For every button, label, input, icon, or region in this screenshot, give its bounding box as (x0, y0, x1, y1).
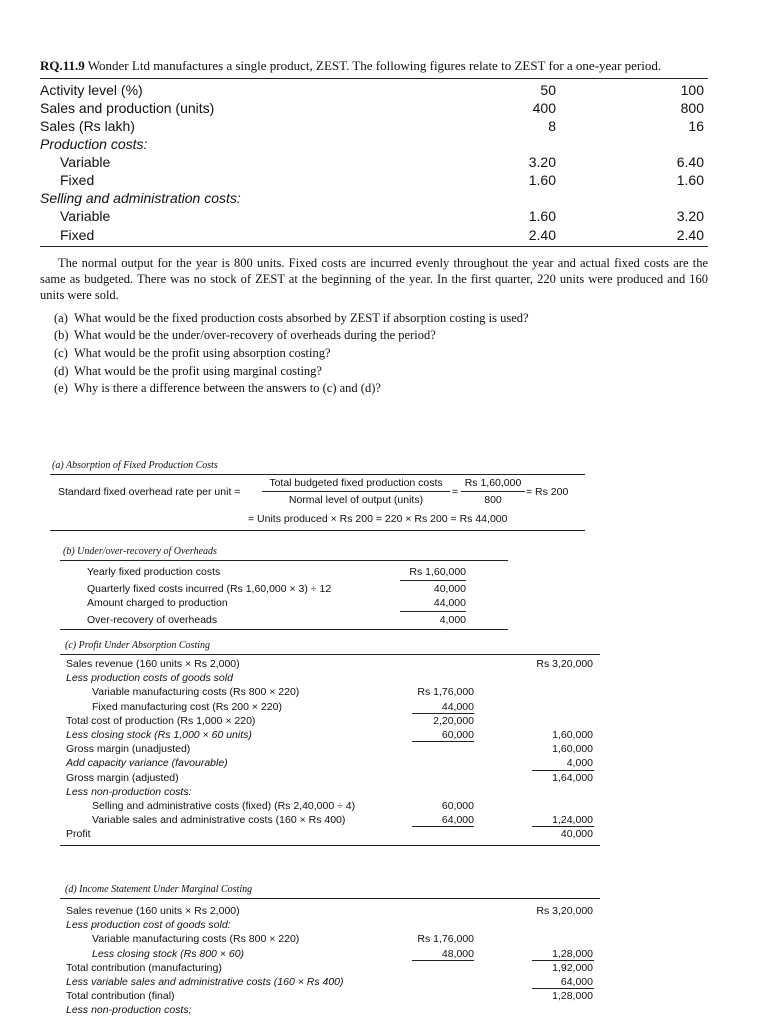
statement-row-label: Less closing stock (Rs 1,000 × 60 units) (66, 729, 252, 741)
table-top-rule (40, 78, 708, 79)
table-row (40, 207, 706, 225)
table-row (40, 117, 706, 135)
table-row (40, 189, 706, 207)
row-label: Fixed (60, 227, 95, 243)
statement-row-total: Rs 3,20,000 (536, 905, 593, 917)
statement-row-label: Less non-production costs: (66, 785, 192, 798)
statement-row-subtotal: 60,000 (441, 729, 474, 741)
problem-paragraph: The normal output for the year is 800 units. Fixed costs are incurred evenly throughout the year and actual fixed costs are the same as budgeted. There was no stock of ZEST at the beginning of the year. In the first quarter, 220 units were produced and 160 units were sold. (40, 256, 708, 302)
b-sub-rule (400, 611, 466, 612)
b-row-label: Quarterly fixed costs incurred (Rs 1,60,000 × 3) ÷ 12 (87, 583, 332, 595)
row-value-50: 8 (548, 118, 556, 134)
section-a-bottom-rule (50, 530, 585, 531)
question-item (54, 363, 322, 379)
b-row-label: Yearly fixed production costs (87, 566, 221, 578)
fraction-numerator: Total budgeted fixed production costs (269, 477, 443, 489)
statement-row-total: 1,60,000 (552, 729, 593, 741)
statement-row-subtotal: 2,20,000 (433, 714, 474, 727)
row-value-50: 1.60 (528, 208, 556, 224)
statement-row-label: Fixed manufacturing cost (Rs 200 × 220) (92, 700, 282, 713)
statement-row-label: Less variable sales and administrative costs (160 × Rs 400) (66, 976, 344, 988)
section-c-bottom-rule (60, 845, 600, 846)
b-sub-rule (400, 580, 466, 581)
subtotal-rule (412, 826, 474, 827)
problem-title (40, 58, 661, 74)
question-item (54, 345, 331, 361)
statement-row-label: Less production costs of goods sold (66, 672, 233, 685)
table-row (40, 99, 706, 117)
statement-row-label: Add capacity variance (favourable) (66, 757, 228, 770)
statement-row-label: Profit (66, 828, 91, 841)
statement-row-label: Less closing stock (Rs 800 × 60) (92, 947, 245, 960)
subtotal-rule (412, 713, 474, 714)
row-value-100: 2.40 (676, 227, 704, 243)
table-row (40, 81, 706, 99)
fraction-value-denominator: 800 (484, 494, 502, 506)
row-label: Activity level (%) (40, 82, 143, 98)
section-a-heading: (a) Absorption of Fixed Production Costs (52, 460, 218, 471)
statement-row-label: Variable sales and administrative costs (160 × Rs 400) (92, 814, 346, 827)
question-text: What would be the profit using absorption costing? (74, 346, 331, 360)
section-c-heading: (c) Profit Under Absorption Costing (65, 640, 210, 651)
statement-row-label: Total contribution (manufacturing) (66, 961, 222, 974)
rate-label: Standard fixed overhead rate per unit = (58, 486, 241, 498)
problem-statement: Wonder Ltd manufactures a single product, ZEST. The following figures relate to ZEST for a one-year period. (84, 58, 662, 73)
statement-row-label: Less production cost of goods sold: (66, 919, 231, 932)
b-row-label: Amount charged to production (87, 597, 228, 609)
rate-result: = Rs 200 (526, 486, 569, 498)
row-value-50: 400 (532, 100, 556, 116)
equals-sign: = (452, 486, 459, 498)
statement-row-label: Sales revenue (160 units × Rs 2,000) (66, 658, 240, 670)
b-row-value: 40,000 (433, 583, 466, 595)
statement-row-label: Gross margin (adjusted) (66, 771, 179, 784)
total-rule (532, 826, 594, 827)
statement-row-total: 1,92,000 (552, 961, 593, 974)
absorbed-cost-line: = Units produced × Rs 200 = 220 × Rs 200 = Rs 44,000 (248, 513, 508, 525)
question-item (54, 327, 436, 343)
b-row-value: 4,000 (439, 614, 466, 626)
statement-row-total: 4,000 (566, 757, 593, 770)
statement-row-total: Rs 3,20,000 (536, 658, 593, 670)
b-row-value: Rs 1,60,000 (409, 566, 466, 578)
statement-row-label: Selling and administrative costs (fixed) (Rs 2,40,000 ÷ 4) (92, 800, 356, 812)
statement-row-total: 1,24,000 (552, 814, 593, 827)
statement-row-subtotal: 64,000 (441, 814, 474, 827)
statement-row-subtotal: 60,000 (441, 800, 474, 812)
question-text: Why is there a difference between the answers to (c) and (d)? (74, 381, 381, 395)
fraction-bar (262, 491, 450, 492)
question-key: (d) (54, 364, 69, 378)
row-label: Production costs: (40, 136, 148, 152)
statement-row-total: 1,60,000 (552, 743, 593, 756)
statement-row-label: Total contribution (final) (66, 990, 175, 1003)
table-row (40, 226, 706, 244)
subtotal-rule (412, 741, 474, 742)
table-row (40, 153, 706, 171)
statement-row-label: Less non-production costs; (66, 1004, 192, 1017)
b-row-label: Over-recovery of overheads (87, 614, 218, 626)
total-rule (532, 770, 594, 771)
row-value-50: 2.40 (528, 227, 556, 243)
question-key: (a) (54, 311, 68, 325)
section-b-rule (60, 560, 508, 561)
total-rule (532, 988, 594, 989)
question-key: (e) (54, 381, 68, 395)
section-d-heading: (d) Income Statement Under Marginal Costing (65, 884, 253, 895)
row-value-100: 1.60 (676, 172, 704, 188)
statement-row-total: 1,28,000 (552, 990, 593, 1003)
statement-row-subtotal: 44,000 (441, 700, 474, 713)
fraction-value-numerator: Rs 1,60,000 (464, 477, 522, 489)
statement-row-total: 1,28,000 (552, 947, 593, 960)
row-label: Sales and production (units) (40, 100, 215, 116)
statement-row-subtotal: 48,000 (441, 947, 474, 960)
section-c-rule (60, 654, 600, 655)
problem-number: RQ.11.9 (40, 58, 85, 73)
section-b-heading: (b) Under/over-recovery of Overheads (63, 546, 217, 557)
statement-row-total: 40,000 (560, 828, 593, 841)
table-row (40, 171, 706, 189)
row-label: Sales (Rs lakh) (40, 118, 135, 134)
statement-row-label: Variable manufacturing costs (Rs 800 × 220) (92, 933, 300, 946)
statement-row-subtotal: Rs 1,76,000 (417, 933, 474, 946)
row-value-100: 3.20 (676, 208, 704, 224)
row-value-50: 50 (540, 82, 556, 98)
statement-row-subtotal: Rs 1,76,000 (417, 686, 474, 699)
row-value-100: 16 (688, 118, 704, 134)
question-text: What would be the fixed production costs absorbed by ZEST if absorption costing is used? (74, 311, 529, 325)
question-key: (c) (54, 346, 68, 360)
b-row-value: 44,000 (433, 597, 466, 609)
table-row (40, 135, 706, 153)
row-value-50: 1.60 (528, 172, 556, 188)
question-key: (b) (54, 328, 69, 342)
row-value-100: 100 (680, 82, 704, 98)
fraction-value-bar (461, 491, 525, 492)
question-item (54, 380, 381, 396)
question-text: What would be the profit using marginal costing? (74, 364, 322, 378)
statement-row-total: 1,64,000 (552, 771, 593, 784)
question-text: What would be the under/over-recovery of overheads during the period? (74, 328, 436, 342)
total-rule (532, 960, 594, 961)
statement-row-label: Variable manufacturing costs (Rs 800 × 220) (92, 686, 300, 699)
section-d-rule (60, 898, 600, 899)
fraction-denominator: Normal level of output (units) (288, 494, 424, 506)
row-label: Selling and administration costs: (40, 190, 241, 206)
row-label: Fixed (60, 172, 95, 188)
row-value-100: 6.40 (676, 154, 704, 170)
row-label: Variable (60, 208, 111, 224)
subtotal-rule (412, 960, 474, 961)
statement-row-label: Total cost of production (Rs 1,000 × 220) (66, 714, 256, 727)
row-label: Variable (60, 154, 111, 170)
row-value-50: 3.20 (528, 154, 556, 170)
row-value-100: 800 (680, 100, 704, 116)
statement-row-label: Gross margin (unadjusted) (66, 743, 191, 756)
section-a-rule (50, 474, 585, 475)
table-bottom-rule (40, 246, 708, 247)
statement-row-label: Sales revenue (160 units × Rs 2,000) (66, 905, 240, 917)
question-item (54, 310, 529, 326)
section-b-bottom-rule (60, 629, 508, 630)
statement-row-total: 64,000 (560, 976, 593, 988)
